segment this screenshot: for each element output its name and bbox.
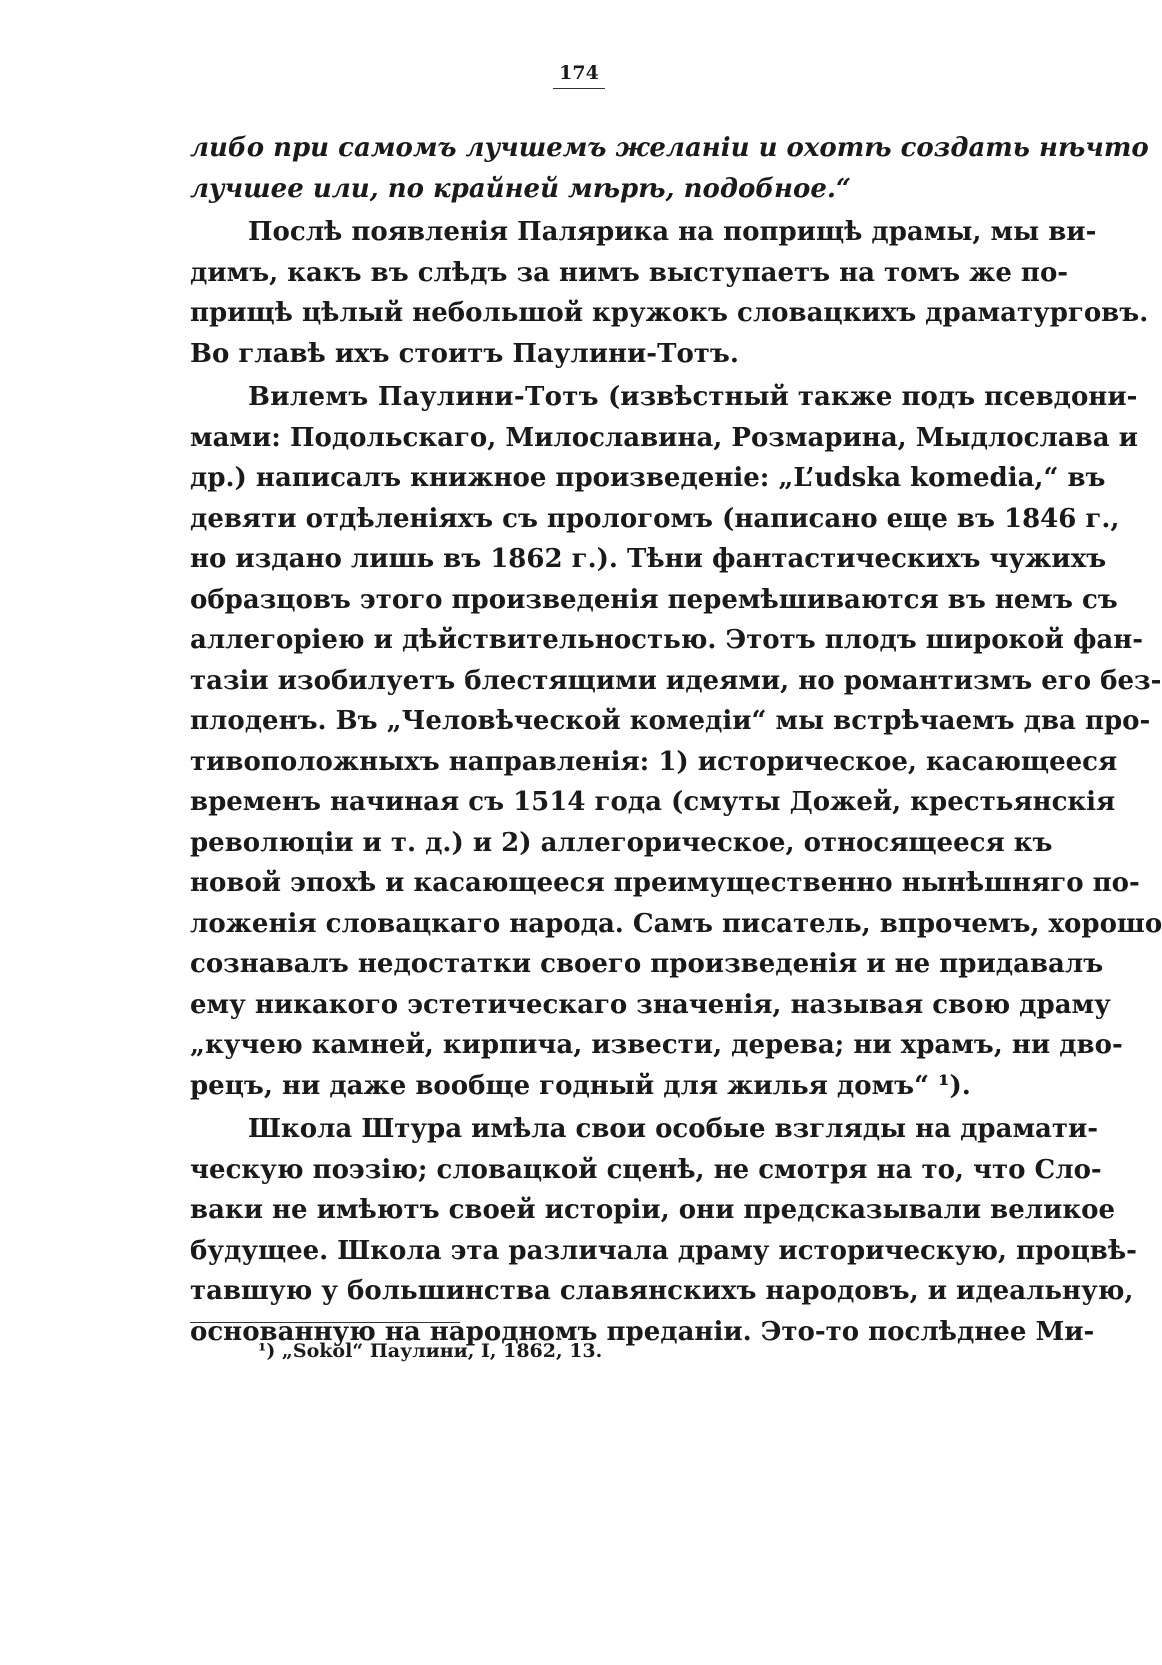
text-line: плоденъ. Въ „Человѣческой комедіи“ мы встрѣчаемъ два про-	[190, 706, 1151, 736]
text-line: прищѣ цѣлый небольшой кружокъ словацкихъ драматурговъ.	[190, 298, 1149, 328]
footnote-divider	[190, 1322, 460, 1323]
text-line: димъ, какъ въ слѣдъ за нимъ выступаетъ на томъ же по-	[190, 257, 1069, 288]
text-line: Послѣ появленія Палярика на поприщѣ драмы, мы ви-	[248, 217, 1097, 247]
text-line: тавшую у большинства славянскихъ народовъ, и идеальную,	[190, 1276, 1134, 1306]
paragraph-1	[190, 212, 1149, 374]
text-line: ваки не имѣютъ своей исторіи, они предсказывали великое	[190, 1195, 1116, 1225]
paragraph-2	[190, 377, 1162, 1106]
text-line: тазіи изобилуетъ блестящими идеями, но романтизмъ его без-	[190, 665, 1162, 696]
paragraph-3	[190, 1109, 1137, 1352]
text-line: будущее. Школа эта различала драму историческую, процвѣ-	[190, 1235, 1137, 1266]
text-line: Школа Штура имѣла свои особые взгляды на драмати-	[248, 1114, 1099, 1144]
text-line: Вилемъ Паулини-Тотъ (извѣстный также подъ псевдони-	[248, 382, 1138, 412]
text-line: „кучею камней, кирпича, извести, дерева; ни храмъ, ни дво-	[190, 1030, 1123, 1060]
author-name: Вилемъ Паулини-Тотъ	[248, 382, 599, 412]
text-line: временъ начиная съ 1514 года (смуты Дожей, крестьянскія	[190, 787, 1116, 817]
body-text	[190, 128, 1162, 1352]
text-line: но издано лишь въ 1862 г.). Тѣни фантастическихъ чужихъ	[190, 544, 1107, 574]
text-line: либо при самомъ лучшемъ желаніи и охотѣ создать нѣчто	[190, 133, 1149, 163]
text-line: девяти отдѣленіяхъ съ прологомъ (написано еще въ 1846 г.,	[190, 503, 1120, 534]
text-line: лучшее или, по крайней мѣрѣ, подобное.“	[190, 173, 851, 204]
page-number: 174	[0, 62, 1140, 89]
text-line: образцовъ этого произведенія перемѣшиваются въ немъ съ	[190, 584, 1118, 615]
text-line: др.) написалъ книжное произведеніе: „L’udska komedia,“ въ	[190, 463, 1106, 493]
text-line: новой эпохѣ и касающееся преимущественно нынѣшняго по-	[190, 868, 1140, 898]
text-line: мами: Подольскаго, Милославина, Розмарина, Мыдлослава и	[190, 422, 1138, 453]
text-line: основанную на народномъ преданіи. Это-то послѣднее Ми-	[190, 1316, 1095, 1347]
text-line: Во главѣ ихъ стоитъ Паулини-Тотъ.	[190, 338, 739, 369]
text-line: аллегоріею и дѣйствительностью. Этотъ плодъ широкой фан-	[190, 625, 1144, 655]
quote-continuation	[190, 128, 1149, 209]
text-line: сознавалъ недостатки своего произведенія и не придавалъ	[190, 949, 1104, 979]
text-line: рецъ, ни даже вообще годный для жилья домъ“ ¹).	[190, 1070, 971, 1101]
footnote: ¹) „Sokol“ Паулини, I, 1862, 13.	[258, 1340, 603, 1362]
text-line: ческую поэзію; словацкой сценѣ, не смотря на то, что Сло-	[190, 1154, 1102, 1185]
text-line: ложенія словацкаго народа. Самъ писатель, впрочемъ, хорошо	[190, 908, 1162, 939]
text-line: революціи и т. д.) и 2) аллегорическое, относящееся къ	[190, 827, 1053, 858]
text-line: тивоположныхъ направленія: 1) историческое, касающееся	[190, 746, 1118, 777]
text-line: ему никакого эстетическаго значенія, называя свою драму	[190, 989, 1111, 1020]
